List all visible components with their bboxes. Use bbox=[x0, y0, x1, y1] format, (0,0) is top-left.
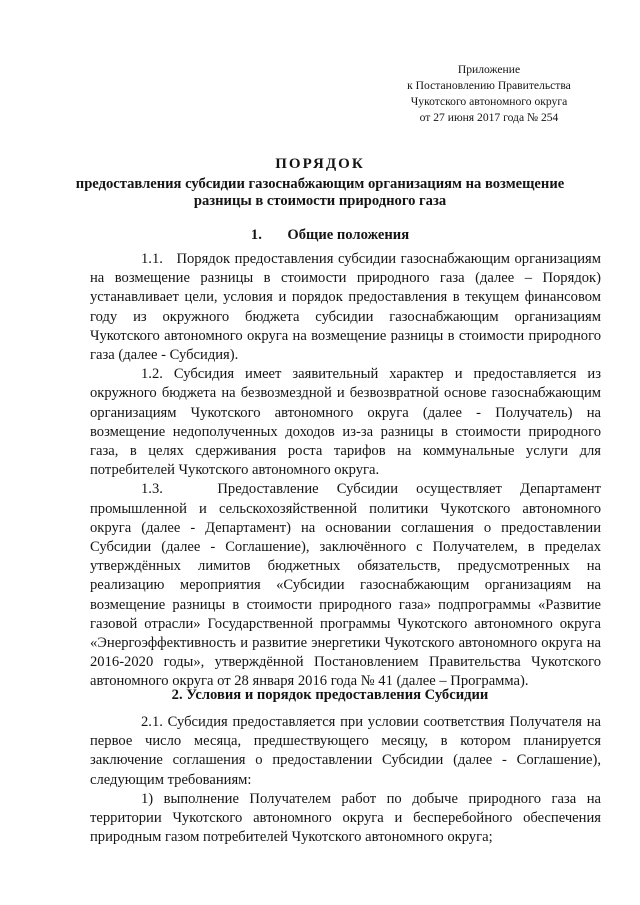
section-1-heading: 1. Общие положения bbox=[250, 227, 410, 243]
section-2-body bbox=[90, 713, 601, 847]
appendix-line: к Постановлению Правительства bbox=[407, 79, 571, 92]
paragraph-1-1: 1.1. Порядок предоставления субсидии газоснабжающим организациям на возмещение разницы в стоимости природного газа (далее – Порядок) устанавливает цели, условия и порядок предоставления в текущем финансовом году из окружного бюджета субсидии газоснабжающим организациям Чукотского автономного округа на возмещение разницы в стоимости природного газа (далее - Субсидия). bbox=[90, 251, 601, 364]
appendix-line: Чукотского автономного округа bbox=[410, 95, 568, 108]
paragraph-2-1-item-1: 1) выполнение Получателем работ по добыче природного газа на территории Чукотского автономного округа и бесперебойного обеспечения природным газом потребителей Чукотского автономного округа; bbox=[90, 790, 601, 846]
appendix-line: Приложение bbox=[457, 63, 521, 76]
paragraph-1-3: 1.3. Предоставление Субсидии осуществляет Департамент промышленной и сельскохозяйственной политики Чукотского автономного округа (далее - Департамент) на основании соглашения о предоставлении Субсидии (далее - Соглашение), заключённого с Получателем, в пределах утверждённых лимитов бюджетных обязательств, предусмотренных на реализацию мероприятия «Субсидии газоснабжающим организациям на возмещение разницы в стоимости природного газа» подпрограммы «Развитие газовой отрасли» Государственной программы Чукотского автономного округа «Энергоэффективность и развитие энергетики Чукотского автономного округа на 2016-2020 годы», утверждённой Постановлением Правительства Чукотского автономного округа от 28 января 2016 года № 41 (далее – Программа). bbox=[90, 481, 601, 690]
title-main: ПОРЯДОК bbox=[275, 156, 365, 172]
paragraph-1-2: 1.2. Субсидия имеет заявительный характер и предоставляется из окружного бюджета на безвозмездной и безвозвратной основе газоснабжающим организациям Чукотского автономного округа (далее - Получатель) на возмещение недополученных доходов из-за разницы в стоимости природного газа, в целях сдерживания роста тарифов на коммунальные услуги для потребителей Чукотского автономного округа. bbox=[90, 366, 601, 479]
paragraph-2-1: 2.1. Субсидия предоставляется при условии соответствия Получателя на первое число месяца, предшествующего месяцу, в котором планируется заключение соглашения о предоставлении Субсидии (далее - Соглашение), следующим требованиям: bbox=[90, 714, 601, 788]
section-2-heading: 2. Условия и порядок предоставления Субсидии bbox=[171, 687, 489, 703]
title-subtitle: предоставления субсидии газоснабжающим организациям на возмещение разницы в стоимости природного газа bbox=[75, 176, 565, 209]
section-1-body bbox=[90, 250, 601, 692]
appendix-line: от 27 июня 2017 года № 254 bbox=[419, 111, 559, 124]
appendix-header bbox=[384, 62, 594, 126]
document-title bbox=[60, 156, 580, 210]
